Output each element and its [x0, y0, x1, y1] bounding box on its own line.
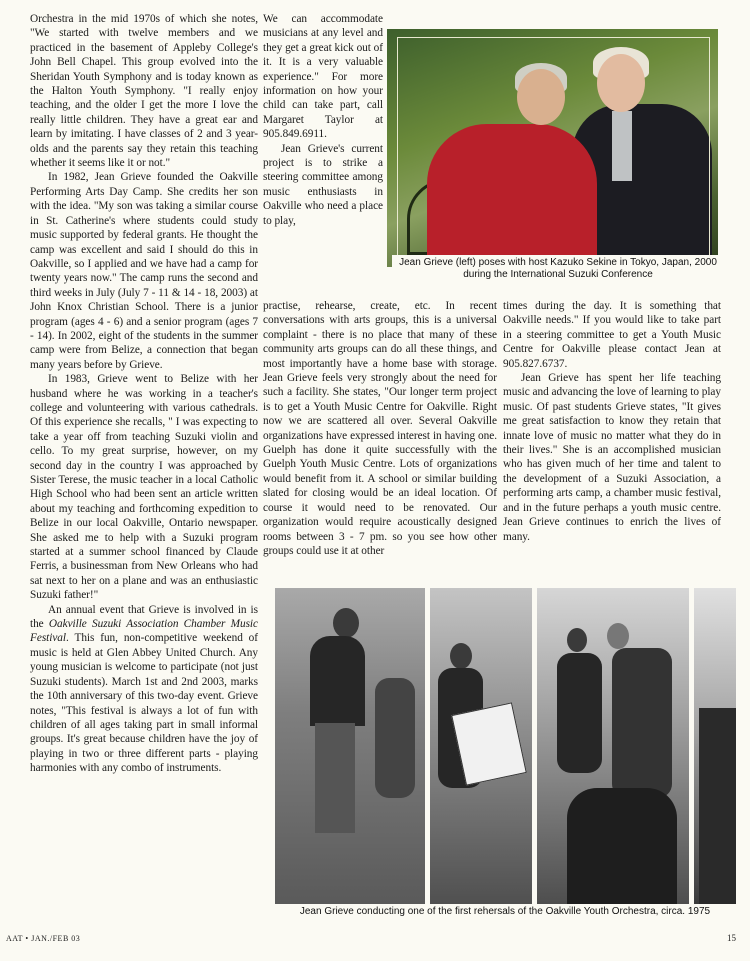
article-column-2 — [263, 12, 383, 228]
head-shape — [567, 628, 587, 652]
paragraph: Orchestra in the mid 1970s of which she notes, "We started with twelve members and we practiced in the basement of Appleby College's John Bell Chapel. This group evolved into the Sheridan Youth Symphony and is today known as the Halton Youth Symphony. "I really enjoy teaching, and the older I get the more I love the really little children. They have a great ear and learn by imitating. I have classes of 2 and 3 year-olds and the parents say they retain this teaching whether it seems like it or not." — [30, 13, 258, 170]
photo-frame — [397, 37, 710, 261]
article-column-2-lower — [263, 299, 497, 558]
photo-strip-conductor — [275, 588, 425, 904]
head-shape — [333, 608, 359, 638]
photo-grieve-and-sekine — [387, 29, 718, 267]
photo-caption-bottom: Jean Grieve conducting one of the first rehersals of the Oakville Youth Orchestra, circa. 1975 — [299, 906, 711, 917]
player-figure — [557, 653, 602, 773]
article-column-3 — [503, 299, 721, 544]
paragraph: In 1982, Jean Grieve founded the Oakville Performing Arts Day Camp. She credits her son with the idea. "My son was taking a similar course in St. Catherine's where students could study music supported by federal grants. He thought the camp was excellent and said I should do this in Oakville, so I applied and we have had a camp for twenty years now." The camp runs the second and third weeks in July (July 7 - 11 & 14 - 18, 2003) at John Knox Christian School. There is a junior program (ages 4 - 6) and a senior program (ages 7 - 14). In 2002, eight of the students in the summer camp were from Belize, a connection that began many years before by Grieve. — [30, 171, 258, 371]
player-figure — [567, 788, 677, 904]
paragraph — [30, 603, 258, 776]
paragraph: Jean Grieve has spent her life teaching music and advancing the love of learning to play music. Of past students Grieve states, "It gives me great satisfaction to know they retain that innate love of music no matter what they do in their lives." She is an accomplished musician who has given much of her time and talent to the development of a Suzuki Association, a performing arts camp, a chamber music festival, and in the future perhaps a youth music centre. Jean Grieve continues to enrich the lives of many. — [503, 372, 721, 543]
photo-strip-section — [537, 588, 689, 904]
paragraph: We can accommodate musicians at any level and they get a great kick out of it. It is a very valuable experience." For more information on how your child can take part, call Margaret Taylor at 905.849.6911. — [263, 13, 383, 141]
issue-label: AAT • JAN./FEB 03 — [6, 934, 81, 943]
article-column-1 — [30, 12, 258, 776]
paragraph: times during the day. It is something that Oakville needs." If you would like to take part in a steering committee to get a Youth Music Centre for Oakville please contact Jean at 905.827.6737. — [503, 300, 721, 370]
photo-strip-edge — [694, 588, 736, 904]
player-figure — [375, 678, 415, 798]
paragraph: In 1983, Grieve went to Belize with her husband where he was working in a teacher's college and volunteering with various cathedrals. Of this experience she recalls, " I was expecting to take a year off from teaching Suzuki violin and cello. To my great surprise, however, on my second day in the country I was approached by Sister Terese, the music teacher in a local Catholic High School who had been sent an article written about my teaching and forthcoming expedition to Belize in our local Oakville, Ontario newspaper. She asked me to help with a Suzuki program started at a summer school financed by Claude Ferris, a businessman from New Orleans who had sat next to her on a plane and was an enthusiastic Suzuki father!" — [30, 373, 258, 602]
text-span: . This fun, non-competitive weekend of music is held at Glen Abbey United Church. Any young musician is welcome to participate (not just Suzuki students). March 1st and 2nd 2003, marks the 10th anniversary of this two-day event. Grieve notes, "This festival is always a lot of fun with children of all ages taking part in small informal groups. It's great because children have the joy of playing in two or three different parts - playing harmonies with any combo of instruments. — [30, 632, 258, 775]
player-figure — [699, 708, 736, 904]
paragraph: Jean Grieve's current project is to strike a steering committee among music enthusiasts in Oakville who need a place to play, — [263, 142, 383, 227]
festival-name: Oakville Suzuki Association Chamber Music Festival — [30, 618, 258, 645]
head-shape — [450, 643, 472, 669]
player-figure — [612, 648, 672, 798]
paragraph: practise, rehearse, create, etc. In recent conversations with arts groups, this is a universal complaint - there is no place that many of these community arts groups can do all these things, and most importantly have a home base with storage. Jean Grieve feels very strongly about the need for such a facility. She states, "Our longer term project is to get a Youth Music Centre for Oakville. Right now we are scattered all over. Several Oakville organizations have expressed interest in having one. Guelph has done it quite successfully with the Guelph Youth Music Centre. Lots of organizations would benefit from it. A school or similar building slated for closing would be an ideal location. Of course it would need to be renovated. Our organization would require acoustically designed rooms between 3 - 7 pm. so you see how other groups could use it at other — [263, 300, 497, 557]
conductor-figure — [310, 636, 365, 726]
text-span: An annual event that Grieve is involved in is the — [30, 603, 258, 631]
photo-caption-top: Jean Grieve (left) poses with host Kazuko Sekine in Tokyo, Japan, 2000 during the International Suzuki Conference — [392, 255, 724, 283]
page-number: 15 — [727, 933, 736, 943]
music-stand — [451, 702, 527, 785]
conductor-legs — [315, 723, 355, 833]
photo-strip-violinists — [430, 588, 532, 904]
head-shape — [607, 623, 629, 649]
